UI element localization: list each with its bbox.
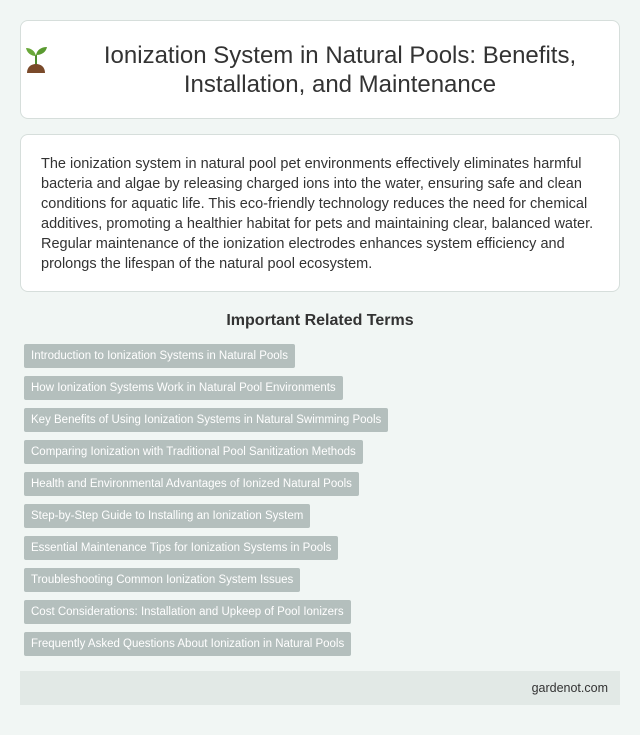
header [21,41,619,99]
related-term-link[interactable]: Comparing Ionization with Traditional Pool Sanitization Methods [24,440,363,464]
related-terms-title: Important Related Terms [226,312,414,329]
header-card [20,20,620,119]
related-term-link[interactable]: Health and Environmental Advantages of Ionized Natural Pools [24,472,359,496]
related-terms-list [24,344,620,664]
intro-card [20,134,620,292]
related-term-link[interactable]: How Ionization Systems Work in Natural Pool Environments [24,376,343,400]
intro-text: The ionization system in natural pool pet environments effectively eliminates harmful bacteria and algae by releasing charged ions into the water, ensuring safe and clean conditions for aquatic life. This eco-friendly technology reduces the need for chemical additives, promoting a healthier habitat for pets and maintaining clear, balanced water. Regular maintenance of the ionization electrodes enhances system efficiency and prolongs the lifespan of the natural pool ecosystem. [41,156,594,272]
related-term-link[interactable]: Cost Considerations: Installation and Upkeep of Pool Ionizers [24,600,351,624]
footer [20,671,620,705]
related-term-link[interactable]: Frequently Asked Questions About Ionization in Natural Pools [24,632,351,656]
related-term-link[interactable]: Step-by-Step Guide to Installing an Ionization System [24,504,310,528]
related-term-link[interactable]: Essential Maintenance Tips for Ionization Systems in Pools [24,536,338,560]
related-term-link[interactable]: Troubleshooting Common Ionization System Issues [24,568,300,592]
sprout-icon [21,43,51,75]
related-term-link[interactable]: Introduction to Ionization Systems in Natural Pools [24,344,295,368]
related-term-link[interactable]: Key Benefits of Using Ionization Systems in Natural Swimming Pools [24,408,388,432]
footer-site-name: gardenot.com [531,681,608,695]
page-title: Ionization System in Natural Pools: Benefits, Installation, and Maintenance [103,41,577,98]
